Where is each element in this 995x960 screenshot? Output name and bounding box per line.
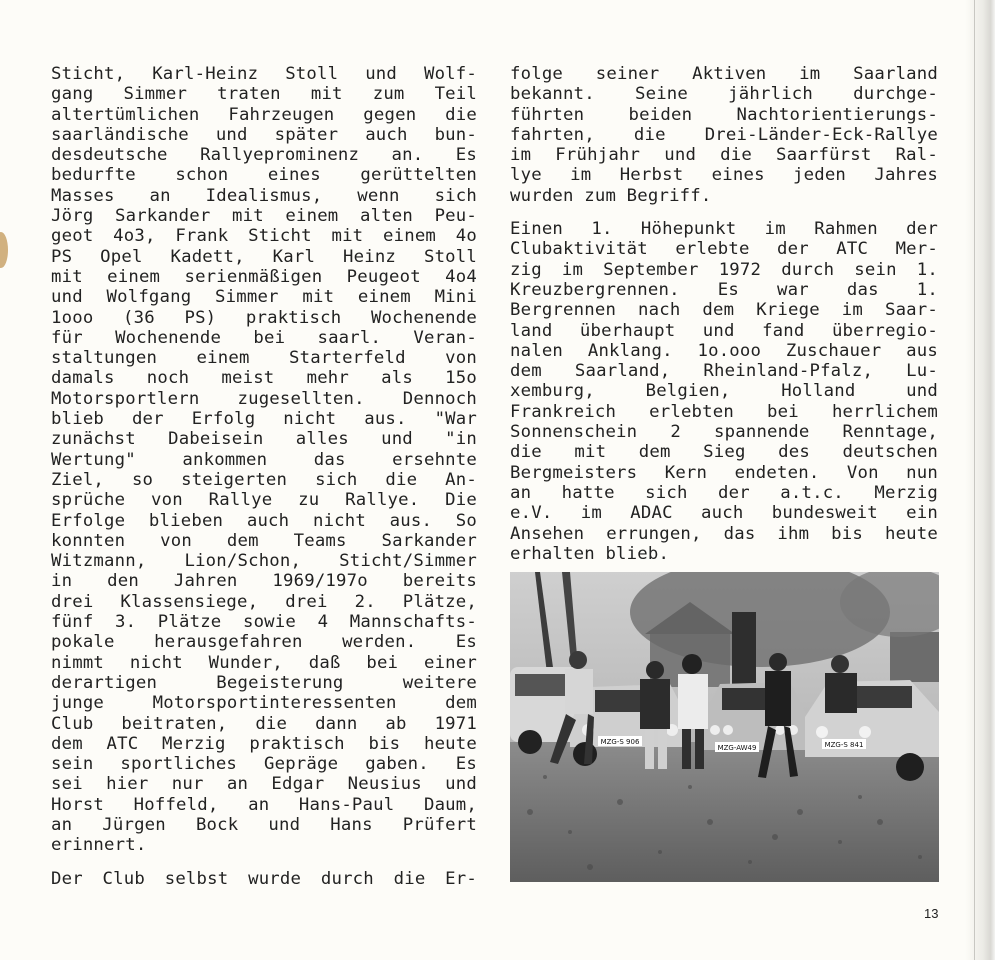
text-line: Erfolge blieben auch nicht aus. So [51,510,477,531]
text-line: führten beiden Nachtorientierungs- [510,104,938,125]
headlight [816,726,828,738]
text-line: 1ooo (36 PS) praktisch Wochenende [51,307,477,328]
right-paragraph-2 [510,219,938,564]
license-plate-text: MZG-S 906 [600,738,640,746]
text-line: Bergrennen nach dem Kriege im Saar- [510,300,938,321]
text-line: blieb der Erfolg nicht aus. "War [51,409,477,430]
wheel [896,753,924,781]
text-line: e.V. im ADAC auch bundesweit ein [510,503,938,524]
text-line: Wertung" ankommen das ersehnte [51,449,477,470]
headlight [775,725,785,735]
text-line: junge Motorsportinteressenten dem [51,693,477,714]
text-line: Bergmeisters Kern endeten. Von nun [510,462,938,483]
text-line: gang Simmer traten mit zum Teil [51,84,477,105]
text-line: und Wolfgang Simmer mit einem Mini [51,287,477,308]
headlight [723,725,733,735]
text-line: nimmt nicht Wunder, daß bei einer [51,652,477,673]
text-line: dem ATC Merzig praktisch bis heute [51,733,477,754]
text-line: fünf 3. Plätze sowie 4 Mannschafts- [51,612,477,633]
text-line: geot 4o3, Frank Sticht mit einem 4o [51,226,477,247]
van-window [515,674,570,696]
punch-hole [0,232,8,268]
page-binding-shadow [965,0,995,960]
text-line: desdeutsche Rallyeprominenz an. Es [51,145,477,166]
text-line: Frankreich erlebten bei herrlichem [510,401,938,422]
text-line: zunächst Dabeisein alles und "in [51,429,477,450]
text-line: Jörg Sarkander mit einem alten Peu- [51,206,477,227]
text-line: Kreuzbergrennen. Es war das 1. [510,279,938,300]
page-number: 13 [924,906,939,921]
text-line: für Wochenende bei saarl. Veran- [51,327,477,348]
text-line: pokale herausgefahren werden. Es [51,632,477,653]
text-line: saarländische und später auch bun- [51,124,477,145]
text-line: an hatte sich der a.t.c. Merzig [510,482,938,503]
text-line: lye im Herbst eines jeden Jahres [510,165,938,186]
text-line: in den Jahren 1969/197o bereits [51,571,477,592]
text-line: Einen 1. Höhepunkt im Rahmen der [510,219,938,240]
text-line: altertümlichen Fahrzeugen gegen die [51,104,477,125]
text-line: Masses an Idealismus, wenn sich [51,185,477,206]
text-line: Horst Hoffeld, an Hans-Paul Daum, [51,794,477,815]
text-line: xemburg, Belgien, Holland und [510,381,938,402]
text-line: Club beitraten, die dann ab 1971 [51,713,477,734]
text-line: sein sportliches Gepräge gaben. Es [51,754,477,775]
text-line: bekannt. Seine jährlich durchge- [510,84,938,105]
text-line: im Frühjahr und die Saarfürst Ral- [510,145,938,166]
ground [510,742,939,882]
text-line: staltungen einem Starterfeld von [51,348,477,369]
text-line: damals noch meist mehr als 15o [51,368,477,389]
text-line: drei Klassensiege, drei 2. Plätze, [51,591,477,612]
text-line: Motorsportlern zugesellten. Dennoch [51,388,477,409]
club-members-photo [510,572,939,882]
text-line: wurden zum Begriff. [510,185,712,206]
text-line: Ansehen errungen, das ihm bis heute [510,523,938,544]
paragraph-gap [510,206,938,219]
headlight [859,726,871,738]
text-line: Ziel, so steigerten sich die An- [51,469,477,490]
text-line: Sonnenschein 2 spannende Renntage, [510,422,938,443]
left-text-column [51,64,477,889]
right-text-column [510,64,938,564]
text-line: erhalten blieb. [510,543,670,564]
text-line: land überhaupt und fand überregio- [510,320,938,341]
text-line: die mit dem Sieg des deutschen [510,442,938,463]
text-line: Clubaktivität erlebte der ATC Mer- [510,239,938,260]
license-plate-text: MZG-S 841 [824,741,864,749]
text-line: erinnert. [51,835,147,856]
text-line: konnten von dem Teams Sarkander [51,530,477,551]
text-line: derartigen Begeisterung weitere [51,672,477,693]
paragraph-gap [51,856,477,869]
right-paragraph-1 [510,64,938,206]
text-line: sprüche von Rallye zu Rallye. Die [51,490,477,511]
text-line: Der Club selbst wurde durch die Er- [51,868,477,889]
text-line: bedurfte schon eines gerüttelten [51,165,477,186]
text-line: PS Opel Kadett, Karl Heinz Stoll [51,246,477,267]
photo-drawing [510,572,939,882]
text-line: dem Saarland, Rheinland-Pfalz, Lu- [510,361,938,382]
headlight [710,725,720,735]
text-line: an Jürgen Bock und Hans Prüfert [51,814,477,835]
text-line: mit einem serienmäßigen Peugeot 4o4 [51,266,477,287]
left-paragraph-2 [51,869,477,889]
house [890,632,939,682]
wheel [518,730,542,754]
text-line: sei hier nur an Edgar Neusius und [51,774,477,795]
text-line: zig im September 1972 durch sein 1. [510,259,938,280]
page-binding-edge [974,0,975,960]
license-plate-text: MZG-AW49 [717,744,757,752]
text-line: fahrten, die Drei-Länder-Eck-Rallye [510,124,938,145]
text-line: nalen Anklang. 1o.ooo Zuschauer aus [510,340,938,361]
text-line: Witzmann, Lion/Schon, Sticht/Simmer [51,551,477,572]
left-paragraph-1 [51,64,477,856]
text-line: Sticht, Karl-Heinz Stoll und Wolf- [51,64,477,84]
text-line: folge seiner Aktiven im Saarland [510,64,938,84]
